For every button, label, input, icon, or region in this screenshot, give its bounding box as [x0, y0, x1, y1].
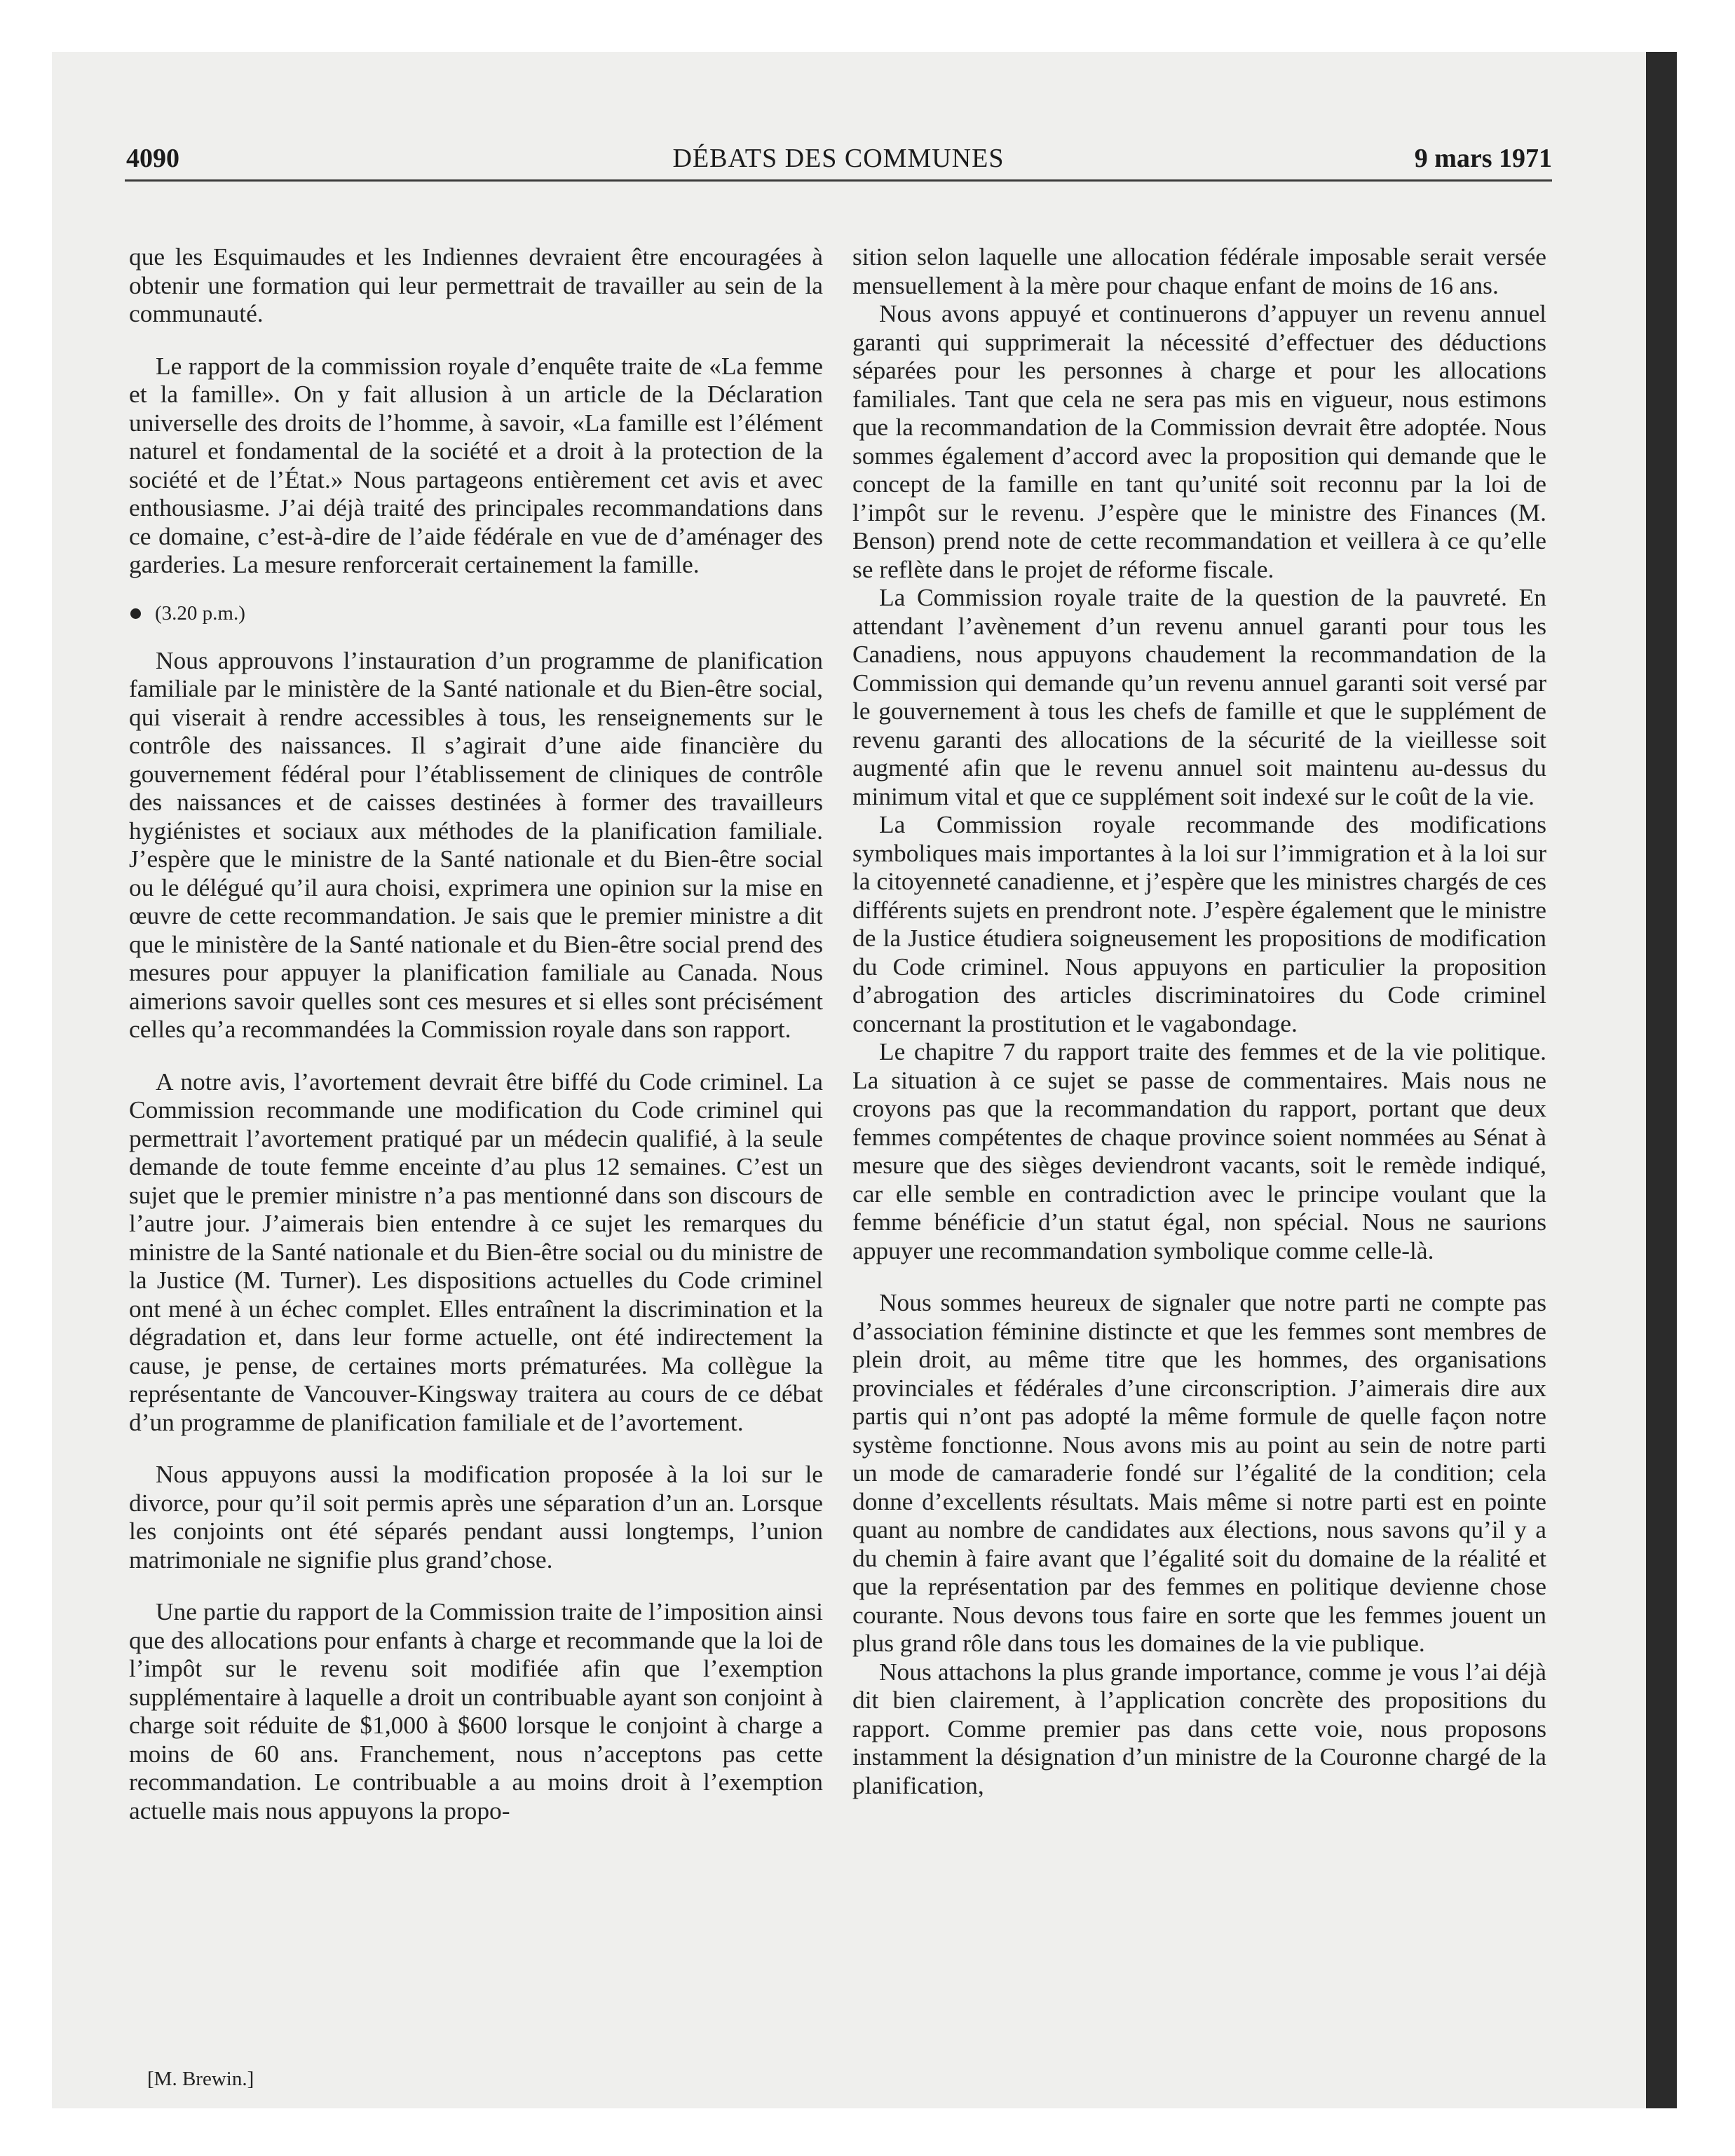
paragraph: Nous attachons la plus grande importance, comme je vous l’ai déjà dit bien clairement, à l’application concrète des propositions du rapport. Comme premier pas dans cette voie, nous proposons instamment la désignation d’un ministre de la Couronne chargé de la planification,: [852, 1657, 1546, 1799]
page-date: 9 mars 1971: [1414, 144, 1552, 173]
paragraph: Nous appuyons aussi la modification proposée à la loi sur le divorce, pour qu’il soit permis après une séparation d’un an. Lorsque les conjoints ont été séparés pendant aussi longtemps, l’union matrimoniale ne signifie plus grand’chose.: [129, 1460, 823, 1574]
paragraph: Le rapport de la commission royale d’enquête traite de «La femme et la famille». On y fait allusion à un article de la Déclaration universelle des droits de l’homme, à savoir, «La famille est l’élément naturel et fondamental de la société et a droit à la protection de la société et de l’État.» Nous partageons entièrement cet avis et avec enthousiasme. J’ai déjà traité des principales recommandations dans ce domaine, c’est-à-dire de l’aide fédérale en vue de d’aménager des garderies. La mesure renforcerait certainement la famille.: [129, 351, 823, 578]
paragraph: Une partie du rapport de la Commission traite de l’imposition ainsi que des allocations pour enfants à charge et recommande que la loi de l’impôt sur le revenu soit modifiée afin que l’exemption supplémentaire à laquelle a droit un contribuable ayant son conjoint à charge soit réduite de $1,000 à $600 lorsque le conjoint à charge a moins de 60 ans. Franchement, nous n’acceptons pas cette recommandation. Le contribuable a au moins droit à l’exemption actuelle mais nous appuyons la propo-: [129, 1597, 823, 1824]
paragraph: Nous approuvons l’instauration d’un programme de planification familiale par le ministère de la Santé nationale et du Bien-être social, qui viserait à rendre accessibles à tous, les renseignements sur le contrôle des naissances. Il s’agirait d’une aide financière du gouvernement fédéral pour l’établissement de cliniques de contrôle des naissances et de caisses destinées à former des travailleurs hygiénistes et sociaux aux méthodes de la planification familiale. J’espère que le ministre de la Santé nationale et du Bien-être social ou le délégué qu’il aura choisi, exprimera une opinion sur la mise en œuvre de cette recommandation. Je sais que le premier ministre a dit que le ministère de la Santé nationale et du Bien-être social prend des mesures pour appuyer la planification familiale au Canada. Nous aimerions savoir quelles sont ces mesures et si elles sont précisément celles qu’a recommandées la Commission royale dans son rapport.: [129, 646, 823, 1043]
paragraph: A notre avis, l’avortement devrait être biffé du Code criminel. La Commission recommande une modification du Code criminel qui permettrait l’avortement pratiqué par un médecin qualifié, à la seule demande de toute femme enceinte d’au plus 12 semaines. C’est un sujet que le premier ministre n’a pas mentionné dans son discours de l’autre jour. J’aimerais bien entendre à ce sujet les remarques du ministre de la Santé nationale et du Bien-être social ou du ministre de la Justice (M. Turner). Les dispositions actuelles du Code criminel ont mené à un échec complet. Elles entraînent la discrimination et la dégradation et, dans leur forme actuelle, ont été indirectement la cause, je pense, de certaines morts prématurées. Ma collègue la représentante de Vancouver-Kingsway traitera au cours de ce débat d’un programme de planification familiale et de l’avortement.: [129, 1067, 823, 1436]
paragraph: La Commission royale traite de la question de la pauvreté. En attendant l’avènement d’un revenu annuel garanti pour tous les Canadiens, nous appuyons chaudement la recommandation de la Commission qui demande qu’un revenu annuel garanti soit versé par le gouvernement à tous les chefs de famille et que le supplément de revenu garanti des allocations de la sécurité de la vieillesse soit augmenté afin que le revenu annuel soit maintenu au-dessus du minimum vital et que ce supplément soit indexé sur le coût de la vie.: [852, 583, 1546, 810]
time-marker-text: (3.20 p.m.): [155, 601, 245, 625]
scan-edge-bar: [1646, 52, 1677, 2108]
page-title: DÉBATS DES COMMUNES: [672, 144, 1005, 173]
paragraph: Le chapitre 7 du rapport traite des femmes et de la vie politique. La situation à ce sujet se passe de commentaires. Mais nous ne croyons pas que la recommandation du rapport, portant que deux femmes compétentes de chaque province soient nommées au Sénat à mesure que des sièges deviendront vacants, soit le remède indiqué, car elle semble en contradiction avec le principe voulant que la femme bénéficie d’un statut égal, non spécial. Nous ne saurions appuyer une recommandation symbolique comme celle-là.: [852, 1037, 1546, 1264]
paragraph: La Commission royale recommande des modifications symboliques mais importantes à la loi sur l’immigration et à la loi sur la citoyenneté canadienne, et j’espère que les ministres chargés de ces différents sujets en prendront note. J’espère également que le ministre de la Justice étudiera soigneusement les propositions de modification du Code criminel. Nous appuyons en particulier la proposition d’abrogation des articles discriminatoires du Code criminel concernant la prostitution et le vagabondage.: [852, 810, 1546, 1037]
paragraph: que les Esquimaudes et les Indiennes devraient être encouragées à obtenir une formation qui leur permettrait de travailler au sein de la communauté.: [129, 243, 823, 327]
time-marker: [129, 601, 823, 625]
paragraph: sition selon laquelle une allocation fédérale imposable serait versée mensuellement à la mère pour chaque enfant de moins de 16 ans.: [852, 243, 1546, 299]
paragraph: Nous avons appuyé et continuerons d’appuyer un revenu annuel garanti qui supprimerait la nécessité d’effectuer des déductions séparées pour les personnes à charge et pour les allocations familiales. Tant que cela ne sera pas mis en vigueur, nous estimons que la recommandation de la Commission devrait être adoptée. Nous sommes également d’accord avec la proposition qui demande que le concept de la famille en tant qu’unité soit reconnu par la loi de l’impôt sur le revenu. J’espère que le ministre des Finances (M. Benson) prend note de cette recommandation et veillera à ce qu’elle se reflète dans le projet de réforme fiscale.: [852, 299, 1546, 583]
left-column: [129, 243, 823, 1824]
speaker-note: [M. Brewin.]: [147, 2068, 254, 2090]
right-column: [852, 243, 1546, 1799]
page-header: [125, 140, 1552, 182]
paragraph: Nous sommes heureux de signaler que notre parti ne compte pas d’association féminine distincte et que les femmes sont membres de plein droit, au même titre que les hommes, des organisations provinciales et fédérales d’une circonscription. J’aimerais dire aux partis qui n’ont pas adopté la même formule de quelle façon notre système fonctionne. Nous avons mis au point au sein de notre parti un mode de camaraderie fondé sur l’égalité de la condition; cela donne d’excellents résultats. Mais même si notre parti est en pointe quant au nombre de candidates aux élections, nous savons qu’il y a du chemin à faire avant que l’égalité soit du domaine de la réalité et que la représentation par des femmes en politique devienne chose courante. Nous devons tous faire en sorte que les femmes jouent un plus grand rôle dans tous les domaines de la vie publique.: [852, 1288, 1546, 1657]
page-number: 4090: [126, 144, 179, 173]
bullet-icon: [130, 608, 141, 619]
